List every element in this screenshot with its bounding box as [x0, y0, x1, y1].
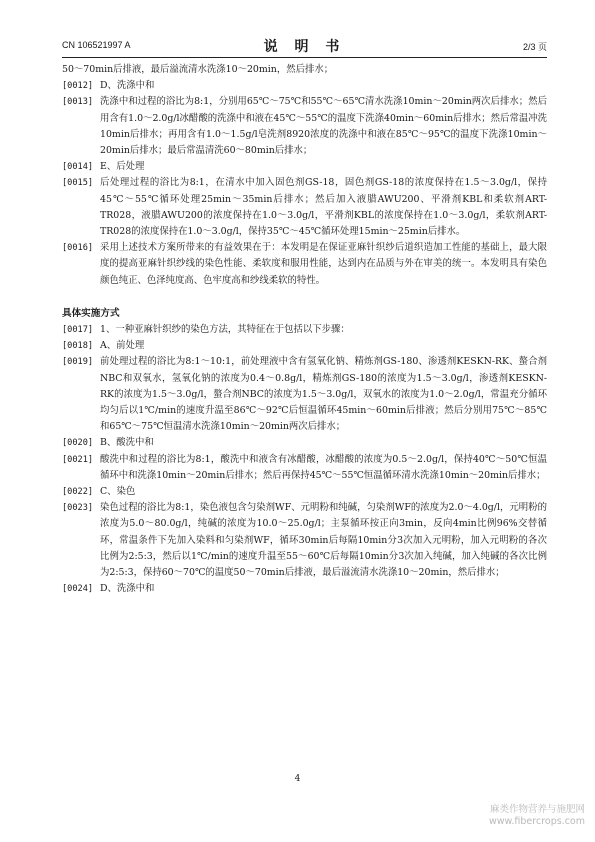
paragraph — [62, 581, 547, 597]
paragraph — [62, 94, 547, 159]
paragraph-number: [0018] — [62, 341, 94, 352]
paragraph-number: [0016] — [62, 243, 94, 254]
paragraph-text: 染色过程的浴比为8:1，染色液包含匀染剂WF、元明粉和纯碱，匀染剂WF的浓度为2.0～4.0g/l，元明粉的浓度为5.0～80.0g/l，纯碱的浓度为10.0～25.0g/l；主泵循环按正向3min，反向4min比例96%交替循环，常温条件下先加入染料和匀染剂WF，循环30min后每隔10min分3次加入元明粉，加入元明粉的各次比例为2:5:3，然后以1℃/min的速度升温至55～60℃后每隔10min分3次加入纯碱，加入纯碱的各次比例为2:5:3，保持60～70℃的温度50～70min后排液，最后溢流清水洗涤10～20min，然后排水； — [100, 502, 547, 579]
patent-number: CN 106521997 A — [62, 40, 131, 50]
document-body — [62, 62, 547, 598]
paragraph-text: 前处理过程的浴比为8:1～10:1，前处理液中含有氢氧化钠、精炼剂GS-180、渗透剂KESKN-RK、螯合剂NBC和双氧水，氢氧化钠的浓度为0.4～0.8g/l，精炼剂GS-180的浓度为1.5～3.0g/l，渗透剂KESKN-RK的浓度为1.5～3.0g/l，螯合剂NBC的浓度为1.5～3.0g/l，双氧水的浓度为1.0～2.0g/l，常温充分循环均匀后以1℃/min的速度升温至86℃～92℃后恒温循环45min～60min后排液；然后分别用75℃～85℃和65℃～75℃恒温清水洗涤10min～20min两次后排水； — [100, 356, 547, 433]
paragraph-number: [0012] — [62, 81, 94, 92]
paragraph — [62, 78, 547, 94]
paragraph-group-a — [62, 78, 547, 289]
paragraph-number: [0013] — [62, 97, 94, 108]
header-divider — [62, 57, 547, 58]
paragraph — [62, 175, 547, 240]
paragraph-group-b — [62, 322, 547, 597]
paragraph-number: [0023] — [62, 503, 94, 514]
paragraph-text: 洗涤中和过程的浴比为8:1，分别用65℃～75℃和55℃～65℃清水洗涤10min～20min两次后排水；然后用含有1.0～2.0g/l冰醋酸的洗涤中和液在45℃～55℃的温度下洗涤40min～60min后排水；然后常温冲洗10min后排水；再用含有1.0～1.5g/l皂洗剂8920浓度的洗涤中和液在85℃～95℃的温度下洗涤10min～20min后排水；最后常温清洗60～80min后排水； — [100, 96, 547, 157]
paragraph-text: 1、一种亚麻针织纱的染色方法，其特征在于包括以下步骤： — [100, 324, 350, 336]
paragraph-number: [0024] — [62, 584, 94, 595]
paragraph — [62, 240, 547, 289]
paragraph-text: E、后处理 — [100, 161, 145, 173]
paragraph — [62, 484, 547, 500]
continued-text: 50～70min后排液，最后溢流清水洗涤10～20min，然后排水； — [62, 64, 334, 75]
paragraph — [62, 452, 547, 484]
paragraph — [62, 322, 547, 338]
paragraph-number: [0014] — [62, 162, 94, 173]
paragraph-text: C、染色 — [100, 486, 136, 498]
paragraph-number: [0021] — [62, 454, 94, 465]
paragraph — [62, 338, 547, 354]
paragraph — [62, 500, 547, 581]
paragraph — [62, 159, 547, 175]
document-title: 说 明 书 — [263, 39, 346, 55]
paragraph-number: [0020] — [62, 438, 94, 449]
paragraph — [62, 435, 547, 451]
paragraph-number: [0019] — [62, 357, 94, 368]
paragraph-text: A、前处理 — [100, 340, 145, 352]
paragraph-text: D、洗涤中和 — [100, 583, 155, 595]
watermark-url: www.fibercrops.com — [488, 816, 585, 827]
paragraph-text: 后处理过程的浴比为8:1，在清水中加入固色剂GS-18，固色剂GS-18的浓度保持在1.5～3.0g/l，保持45℃～55℃循环处理25min～35min后排水；然后加入液腊AWU200、平滑剂KBL和柔软剂ART-TR028，液腊AWU200的浓度保持在1.0～3.0g/l，平滑剂KBL的浓度保持在1.0～3.0g/l，柔软剂ART-TR028的浓度保持在1.0～3.0g/l，保持35℃～45℃循环处理15min～25min后排水。 — [100, 177, 547, 238]
paragraph — [62, 354, 547, 435]
paragraph-number: [0015] — [62, 178, 94, 189]
paragraph-number: [0017] — [62, 325, 94, 336]
paragraph-text: D、洗涤中和 — [100, 80, 155, 92]
paragraph-text: B、酸洗中和 — [100, 437, 154, 449]
paragraph-text: 采用上述技术方案所带来的有益效果在于：本发明是在保证亚麻针织纱后道织造加工性能的基础上，最大限度的提高亚麻针织纱线的染色性能、柔软度和服用性能，达到内在品质与外在审美的统一。本发明具有染色颜色纯正、色泽纯度高、色牢度高和纱线柔软的特性。 — [100, 242, 547, 286]
paragraph-number: [0022] — [62, 487, 94, 498]
watermark-title: 麻类作物营养与施肥网 — [489, 804, 585, 815]
section-heading: 具体实施方式 — [62, 307, 120, 319]
page-number: 4 — [294, 774, 301, 784]
paragraph-text: 酸洗中和过程的浴比为8:1，酸洗中和液含有冰醋酸，冰醋酸的浓度为0.5～2.0g/l，保持40℃～50℃恒温循环中和洗涤10min～20min后排水；然后再保持45℃～55℃恒温循环清水洗涤10min～20min后排水； — [100, 453, 547, 481]
site-watermark — [489, 804, 585, 828]
page-indicator: 2/3 页 — [522, 42, 547, 52]
page-header — [62, 36, 547, 56]
